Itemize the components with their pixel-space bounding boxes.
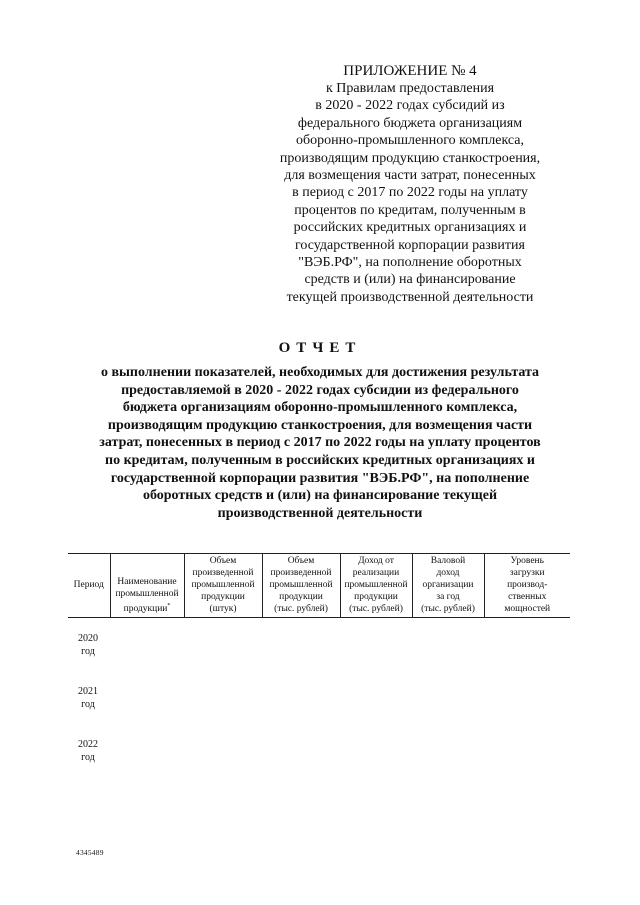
row-year: 2022 — [78, 739, 98, 750]
header-volume-units: Объем произведенной промышленной продукции (штук) — [184, 554, 262, 618]
row-year: 2021 — [78, 686, 98, 697]
report-subtitle-line: бюджета организациям оборонно-промышленного комплекса, — [122, 400, 518, 416]
report-subtitle-line: по кредитам, полученным в российских кредитных организациях и — [105, 452, 535, 468]
table-row — [68, 738, 108, 764]
appendix-title: ПРИЛОЖЕНИЕ № 4 — [343, 63, 477, 79]
header-capacity-load: Уровень загрузки производ- ственных мощностей — [484, 554, 570, 618]
appendix-line: к Правилам предоставления — [325, 81, 495, 96]
appendix-line: производящим продукцию станкостроения, — [279, 150, 541, 166]
report-subtitle-line: производственной деятельности — [217, 505, 423, 521]
footnote-mark: * — [167, 602, 171, 609]
report-subtitle-line: предоставляемой в 2020 - 2022 годах субсидии из федерального — [121, 382, 519, 398]
report-subtitle-line: затрат, понесенных в период с 2017 по 2022 годы на уплату процентов — [99, 435, 541, 451]
appendix-line: в период с 2017 по 2022 годы на уплату — [292, 185, 528, 201]
row-year-unit: год — [81, 646, 95, 657]
table-row — [68, 685, 108, 711]
report-subtitle-line: производящим продукцию станкостроения, для возмещения части — [107, 417, 533, 433]
appendix-line: процентов по кредитам, полученным в — [294, 202, 526, 218]
report-title: ОТЧЕТ — [278, 340, 362, 356]
appendix-line: государственной корпорации развития — [295, 237, 525, 253]
appendix-line: средств и (или) на финансирование — [304, 272, 516, 288]
table-row — [68, 632, 108, 658]
appendix-line: текущей производственной деятельности — [286, 289, 534, 305]
appendix-line: оборонно-промышленного комплекса, — [295, 133, 525, 149]
row-year: 2020 — [78, 633, 98, 644]
appendix-line: "ВЭБ.РФ", на пополнение оборотных — [298, 255, 522, 271]
appendix-line: для возмещения части затрат, понесенных — [284, 168, 536, 184]
row-year-unit: год — [81, 752, 95, 763]
report-subtitle-line: оборотных средств и (или) на финансирование текущей — [142, 488, 498, 504]
report-subtitle — [66, 364, 574, 522]
header-period: Период — [68, 554, 110, 618]
header-product-name: Наименование промышленной продукции* — [110, 554, 184, 618]
report-subtitle-line: государственной корпорации развития "ВЭБ.РФ", на пополнение — [110, 470, 530, 486]
report-subtitle-line: о выполнении показателей, необходимых для достижения результата — [100, 365, 540, 380]
appendix-line: российских кредитных организациях и — [293, 220, 527, 236]
header-gross-income: Валовой доход организации за год (тыс. рублей) — [412, 554, 484, 618]
report-table — [68, 553, 570, 618]
report-table-wrap — [68, 553, 570, 618]
row-year-unit: год — [81, 699, 95, 710]
header-sales-income: Доход от реализации промышленной продукции (тыс. рублей) — [340, 554, 412, 618]
appendix-line: в 2020 - 2022 годах субсидий из — [315, 98, 505, 114]
appendix-line: федерального бюджета организациям — [297, 115, 523, 131]
table-header-row — [68, 554, 570, 618]
header-volume-rubles: Объем произведенной промышленной продукции (тыс. рублей) — [262, 554, 340, 618]
appendix-block — [240, 62, 580, 306]
document-code: 4345489 — [76, 848, 104, 857]
